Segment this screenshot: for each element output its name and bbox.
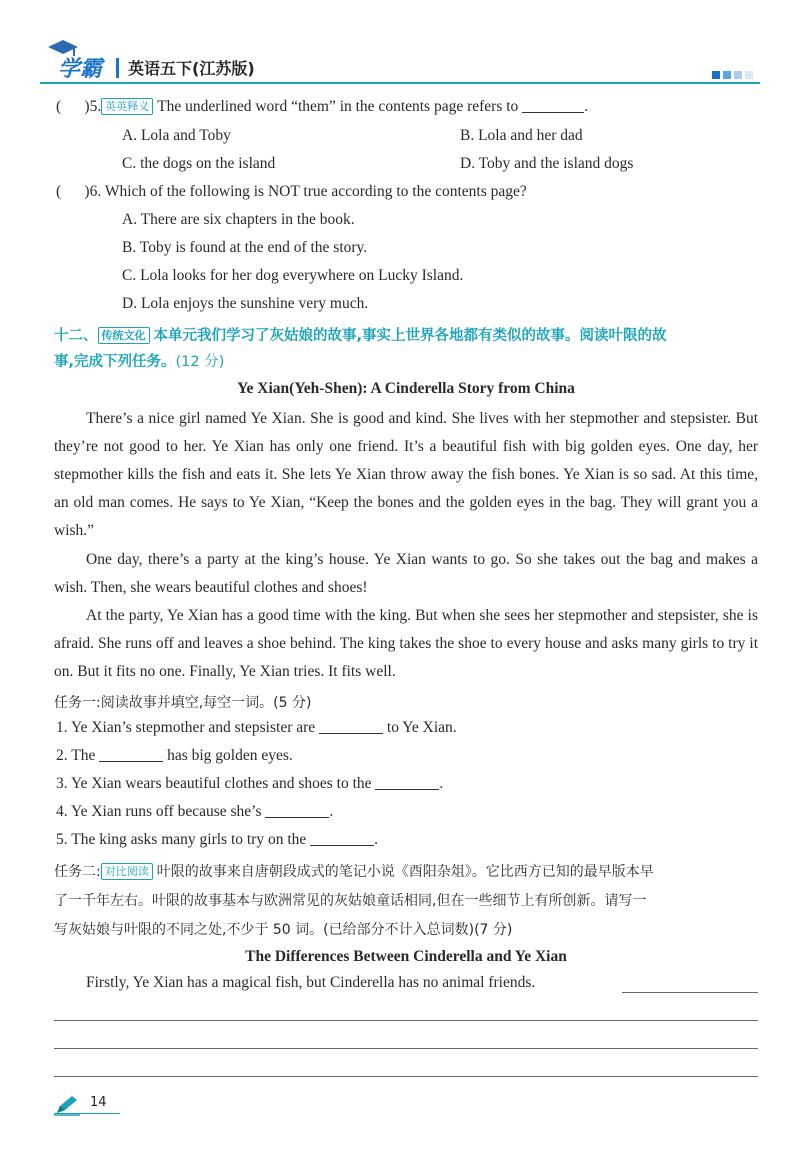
q6-option-d[interactable]: D. Lola enjoys the sunshine very much. bbox=[122, 295, 369, 312]
footer-rule bbox=[54, 1113, 120, 1114]
task-2-instructions: 任务二: 对比阅读 叶限的故事来自唐朝段成式的笔记小说《酉阳杂俎》。它比西方已知的最早版本早 了一千年左右。叶限的故事基本与欧洲常见的灰姑娘童话相同,但在一些细节上有所创新。请写一 写灰姑娘与叶限的不同之处,不少于 50 词。(已给部分不计入总词数)(7 分) bbox=[54, 864, 654, 938]
task-2-label: 任务二: bbox=[54, 864, 101, 880]
question-text: Which of the following is NOT true according to the contents page? bbox=[104, 183, 527, 200]
footer bbox=[54, 1092, 174, 1122]
q5-option-b[interactable]: B. Lola and her dad bbox=[460, 127, 583, 144]
question-number: 5. bbox=[89, 98, 102, 115]
logo-text: 学霸 bbox=[58, 57, 103, 82]
essay-first-line bbox=[86, 974, 535, 992]
question-5: ( )5. 英英释义 The underlined word “them” in the contents page refers to . bbox=[56, 98, 589, 115]
q5-option-d[interactable]: D. Toby and the island dogs bbox=[460, 155, 634, 172]
answer-bracket[interactable]: ( ) bbox=[56, 98, 90, 115]
story-title: Ye Xian(Yeh-Shen): A Cinderella Story from China bbox=[237, 380, 575, 397]
section-12-heading bbox=[54, 323, 764, 375]
essay-start: Firstly, Ye Xian has a magical fish, but Cinderella has no animal friends. bbox=[86, 974, 536, 991]
fill-blank-4[interactable] bbox=[265, 817, 329, 818]
q6-option-b[interactable]: B. Toby is found at the end of the story. bbox=[122, 239, 368, 256]
question-6 bbox=[56, 183, 527, 201]
essay-blank-first[interactable] bbox=[622, 992, 758, 993]
story-paragraph-3: At the party, Ye Xian has a good time with the king. But when she sees her stepmother and stepsister, she is afraid. She runs off and leaves a shoe behind. The king takes the shoe to every house and asks many girls to try it on. But it fits no one. Finally, Ye Xian tries. It fits well. bbox=[54, 607, 758, 680]
section-score: (12 分) bbox=[175, 354, 225, 370]
tag-comparative-reading: 对比阅读 bbox=[101, 863, 153, 880]
page-number: 14 bbox=[90, 1095, 107, 1110]
fill-blank-3[interactable] bbox=[375, 789, 439, 790]
header-rule bbox=[40, 82, 760, 84]
fill-blank-1[interactable] bbox=[319, 733, 383, 734]
essay-line-1[interactable] bbox=[54, 1020, 758, 1021]
q6-option-a[interactable]: A. There are six chapters in the book. bbox=[122, 211, 355, 228]
essay-title: The Differences Between Cinderella and Ye Xian bbox=[245, 948, 567, 965]
q5-option-c[interactable]: C. the dogs on the island bbox=[122, 155, 276, 172]
fill-blank-2[interactable] bbox=[99, 761, 163, 762]
task1-item-5: 5. The king asks many girls to try on the . bbox=[56, 831, 379, 848]
story-paragraph-1: There’s a nice girl named Ye Xian. She is good and kind. She lives with her stepmother and stepsister. But they’re not good to her. Ye Xian has only one friend. It’s a beautiful fish with big golden eyes. One day, her stepmother kills the fish and eats it. She lets Ye Xian throw away the fish bones. Ye Xian is so sad. At this time, an old man comes. He says to Ye Xian, “Keep the bones and the golden eyes in the bag. They will grant you a wish.” bbox=[54, 410, 758, 539]
task1-item-2: 2. The has big golden eyes. bbox=[56, 747, 293, 764]
task1-item-3: 3. Ye Xian wears beautiful clothes and shoes to the . bbox=[56, 775, 444, 792]
q6-option-c[interactable]: C. Lola looks for her dog everywhere on Lucky Island. bbox=[122, 267, 464, 284]
task1-item-4: 4. Ye Xian runs off because she’s . bbox=[56, 803, 334, 820]
question-number: 6. bbox=[89, 183, 102, 200]
task1-item-1: 1. Ye Xian’s stepmother and stepsister are to Ye Xian. bbox=[56, 719, 457, 736]
tag-traditional-culture: 传统文化 bbox=[98, 327, 150, 344]
header-squares-icon bbox=[712, 66, 756, 84]
essay-line-3[interactable] bbox=[54, 1076, 758, 1077]
story-paragraph-2: One day, there’s a party at the king’s house. Ye Xian wants to go. So she takes out the bag and makes a wish. Then, she wears beautiful clothes and shoes! bbox=[54, 551, 758, 596]
question-text: The underlined word “them” in the contents page refers to bbox=[157, 98, 519, 115]
tag-english-definition: 英英释义 bbox=[101, 98, 153, 115]
answer-blank[interactable] bbox=[522, 112, 584, 113]
answer-bracket[interactable]: ( ) bbox=[56, 183, 90, 200]
essay-line-2[interactable] bbox=[54, 1048, 758, 1049]
q5-option-a[interactable]: A. Lola and Toby bbox=[122, 127, 231, 144]
section-instruction-line1: 本单元我们学习了灰姑娘的故事,事实上世界各地都有类似的故事。阅读叶限的故 bbox=[153, 328, 667, 344]
task-1-title: 任务一:阅读故事并填空,每空一词。(5 分) bbox=[54, 695, 312, 711]
section-instruction-line2: 事,完成下列任务。 bbox=[54, 354, 176, 370]
fill-blank-5[interactable] bbox=[310, 845, 374, 846]
pencil-icon bbox=[54, 1094, 80, 1120]
header-divider bbox=[116, 58, 119, 78]
section-number: 十二、 bbox=[54, 328, 98, 344]
book-title: 英语五下(江苏版) bbox=[128, 59, 255, 78]
header bbox=[40, 40, 760, 88]
